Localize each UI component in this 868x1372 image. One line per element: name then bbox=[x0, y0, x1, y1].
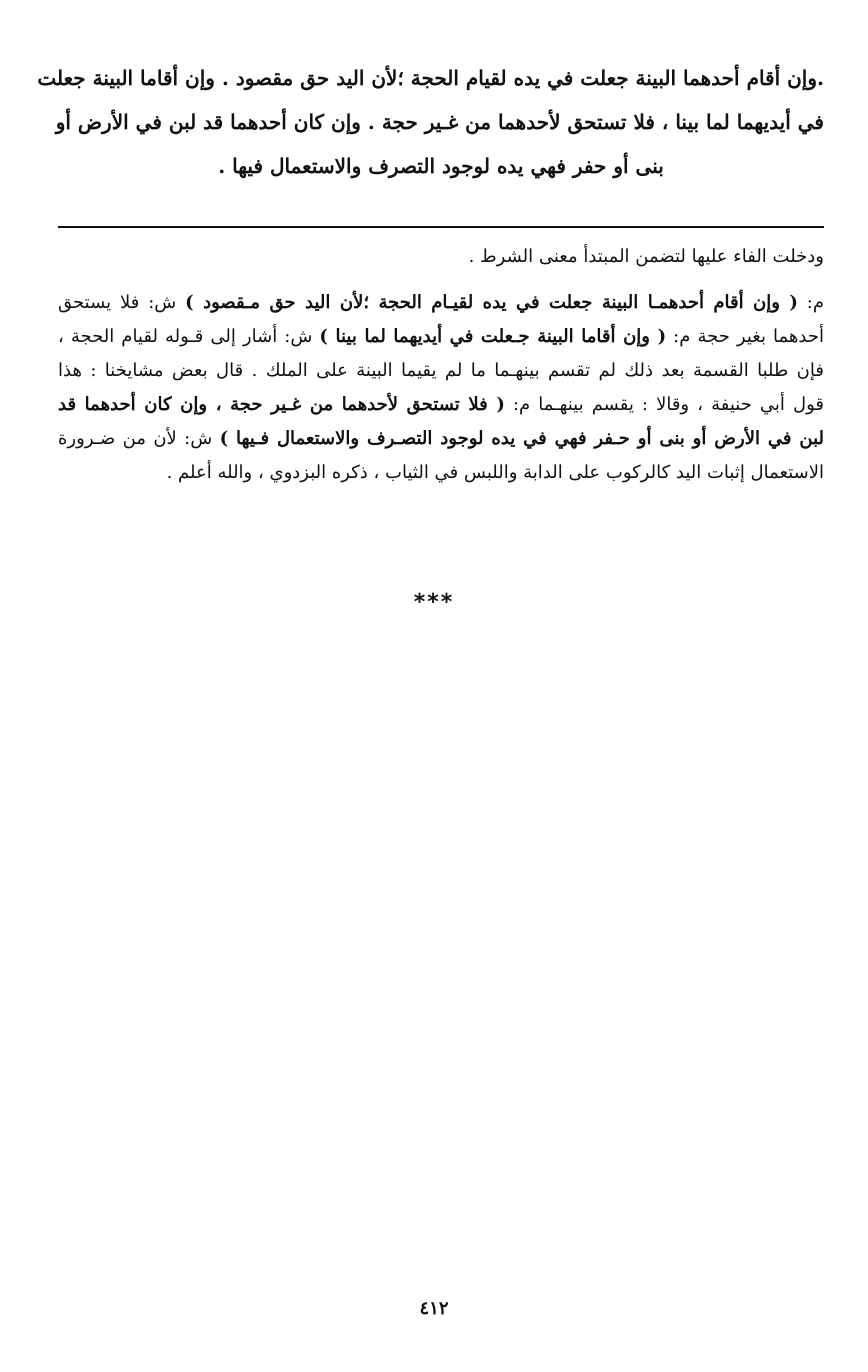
footnote-line bbox=[58, 422, 824, 456]
commentary-text: ش: أشار إلى قـوله لقيام الحجة ، bbox=[58, 326, 320, 347]
commentary-text: ش: فلا يستحق bbox=[58, 292, 186, 313]
footnote-line bbox=[58, 286, 824, 320]
footnote-marker: م: bbox=[797, 292, 824, 313]
footnotes-block bbox=[58, 240, 824, 490]
main-text-line: بنى أو حفر فهي يده لوجود التصرف والاستعمال فيها . bbox=[218, 154, 664, 178]
main-text-line: .وإن أقام أحدهما البينة جعلت في يده لقيام الحجة ؛لأن اليد حق مقصود . وإن أقاما البينة جعلت bbox=[37, 66, 824, 90]
quoted-matn: ( وإن أقام أحدهمـا البينة جعلت في يده لقيـام الحجة ؛لأن اليد حق مـقصود ) bbox=[185, 292, 798, 313]
quoted-matn: لبن في الأرض أو بنى أو حـفر فهي في يده لوجود التصـرف والاستعمال فـيها ) bbox=[219, 428, 824, 449]
footnote-line: فإن طلبا القسمة بعد ذلك لم تقسم بينهـما ما لم يقيما البينة على الملك . قال بعض مشايخنا : هذا bbox=[58, 360, 824, 381]
footnote-line bbox=[58, 320, 824, 354]
main-text-line: في أيديهما لما بينا ، فلا تستحق لأحدهما من غـير حجة . وإن كان أحدهما قد لبن في الأرض أو bbox=[55, 110, 824, 134]
quoted-matn: ( وإن أقاما البينة جـعلت في أيديهما لما بينا ) bbox=[319, 326, 667, 347]
footnote-divider bbox=[58, 226, 824, 228]
footnote-line: ودخلت الفاء عليها لتضمن المبتدأ معنى الشرط . bbox=[468, 246, 824, 267]
page-number: ٤١٢ bbox=[419, 1298, 449, 1319]
section-separator: *** bbox=[413, 590, 455, 615]
main-text-block bbox=[37, 56, 824, 188]
commentary-text: ش: لأن من ضـرورة bbox=[58, 428, 220, 449]
footnote-line bbox=[58, 388, 824, 422]
commentary-text: قول أبي حنيفة ، وقالا : يقسم بينهـما م: bbox=[504, 394, 824, 415]
quoted-matn: ( فلا تستحق لأحدهما من غـير حجة ، وإن كان أحدهما قد bbox=[58, 394, 505, 415]
footnote-line: الاستعمال إثبات اليد كالركوب على الدابة واللبس في الثياب ، ذكره البزدوي ، والله أعلم . bbox=[166, 462, 824, 483]
commentary-text: أحدهما بغير حجة م: bbox=[666, 326, 824, 347]
